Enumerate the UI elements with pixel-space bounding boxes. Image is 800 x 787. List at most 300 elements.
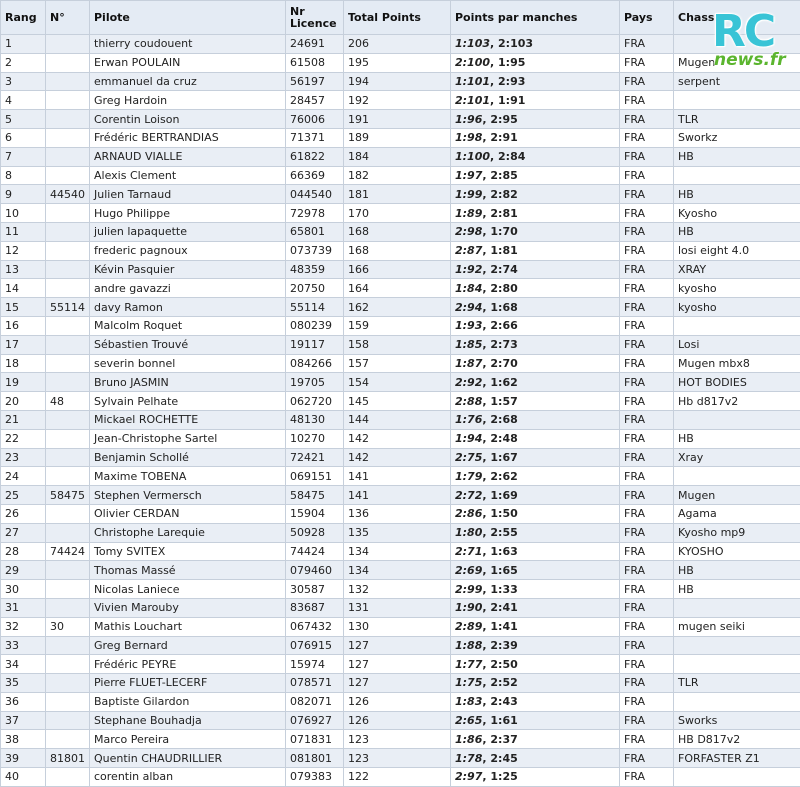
cell-manches (451, 768, 620, 787)
manche-1-score: 2:99 (455, 583, 482, 596)
cell-manches (451, 128, 620, 147)
table-row (1, 204, 800, 223)
cell-pilote: Alexis Clement (90, 166, 286, 185)
cell-num (46, 316, 90, 335)
cell-rang: 15 (1, 298, 46, 317)
manche-2-score: 1:62 (490, 376, 517, 389)
cell-num (46, 768, 90, 787)
cell-licence: 084266 (286, 354, 344, 373)
cell-num (46, 72, 90, 91)
cell-licence: 61822 (286, 147, 344, 166)
cell-rang: 31 (1, 598, 46, 617)
cell-chassis: HB (674, 561, 800, 580)
cell-pilote: Sylvain Pelhate (90, 392, 286, 411)
manche-2-score: 2:37 (490, 733, 517, 746)
cell-chassis: FORFASTER Z1 (674, 749, 800, 768)
cell-rang: 21 (1, 410, 46, 429)
cell-chassis: Mugen mbx8 (674, 354, 800, 373)
cell-chassis: HOT BODIES (674, 373, 800, 392)
manche-2-score: 2:45 (490, 752, 517, 765)
cell-total: 158 (344, 335, 451, 354)
table-row (1, 110, 800, 129)
table-row (1, 749, 800, 768)
manche-separator: , (482, 695, 490, 708)
table-row (1, 504, 800, 523)
manche-1-score: 1:83 (455, 695, 482, 708)
cell-chassis: Xray (674, 448, 800, 467)
cell-pays: FRA (620, 598, 674, 617)
manche-2-score: 1:68 (490, 301, 517, 314)
cell-licence: 079460 (286, 561, 344, 580)
cell-pays: FRA (620, 298, 674, 317)
cell-chassis (674, 166, 800, 185)
cell-rang: 32 (1, 617, 46, 636)
cell-pilote: Nicolas Laniece (90, 580, 286, 599)
cell-pilote: Erwan POULAIN (90, 53, 286, 72)
cell-total: 157 (344, 354, 451, 373)
cell-pays: FRA (620, 410, 674, 429)
cell-total: 191 (344, 110, 451, 129)
cell-chassis: Sworks (674, 711, 800, 730)
cell-num (46, 373, 90, 392)
cell-total: 206 (344, 35, 451, 54)
cell-chassis: Hb d817v2 (674, 392, 800, 411)
cell-total: 141 (344, 486, 451, 505)
cell-manches (451, 354, 620, 373)
table-row (1, 392, 800, 411)
cell-num (46, 429, 90, 448)
manche-1-score: 2:94 (455, 301, 482, 314)
cell-pilote: Vivien Marouby (90, 598, 286, 617)
cell-chassis: KYOSHO (674, 542, 800, 561)
manche-2-score: 1:25 (490, 770, 517, 783)
cell-pilote: Bruno JASMIN (90, 373, 286, 392)
manche-1-score: 1:84 (455, 282, 482, 295)
table-row (1, 298, 800, 317)
cell-pays: FRA (620, 448, 674, 467)
cell-pays: FRA (620, 749, 674, 768)
cell-chassis: serpent (674, 72, 800, 91)
cell-manches (451, 467, 620, 486)
cell-licence: 66369 (286, 166, 344, 185)
cell-rang: 22 (1, 429, 46, 448)
cell-manches (451, 486, 620, 505)
cell-manches (451, 655, 620, 674)
logo-rc-text: RC (712, 6, 774, 57)
manche-2-score: 1:33 (490, 583, 517, 596)
cell-licence: 48359 (286, 260, 344, 279)
cell-rang: 19 (1, 373, 46, 392)
cell-num (46, 467, 90, 486)
cell-pays: FRA (620, 467, 674, 486)
cell-total: 130 (344, 617, 451, 636)
manche-1-score: 1:92 (455, 263, 482, 276)
cell-total: 127 (344, 674, 451, 693)
cell-licence: 55114 (286, 298, 344, 317)
cell-pays: FRA (620, 730, 674, 749)
manche-separator: , (482, 357, 490, 370)
manche-separator: , (482, 676, 490, 689)
cell-pays: FRA (620, 617, 674, 636)
cell-licence: 56197 (286, 72, 344, 91)
cell-chassis: TLR (674, 674, 800, 693)
cell-pilote: Sébastien Trouvé (90, 335, 286, 354)
cell-licence: 073739 (286, 241, 344, 260)
cell-rang: 30 (1, 580, 46, 599)
cell-rang: 10 (1, 204, 46, 223)
cell-licence: 74424 (286, 542, 344, 561)
manche-2-score: 2:84 (498, 150, 525, 163)
table-row (1, 166, 800, 185)
cell-num (46, 636, 90, 655)
cell-pays: FRA (620, 204, 674, 223)
manche-separator: , (482, 733, 490, 746)
cell-licence: 15974 (286, 655, 344, 674)
cell-licence: 15904 (286, 504, 344, 523)
manche-1-score: 1:85 (455, 338, 482, 351)
manche-2-score: 2:62 (490, 470, 517, 483)
table-row (1, 636, 800, 655)
cell-total: 168 (344, 222, 451, 241)
cell-chassis (674, 692, 800, 711)
cell-chassis (674, 410, 800, 429)
cell-total: 134 (344, 561, 451, 580)
cell-pays: FRA (620, 53, 674, 72)
cell-num (46, 674, 90, 693)
table-row (1, 91, 800, 110)
cell-manches (451, 298, 620, 317)
table-row (1, 35, 800, 54)
cell-num (46, 279, 90, 298)
manche-2-score: 1:67 (490, 451, 517, 464)
manche-2-score: 2:93 (498, 75, 525, 88)
cell-total: 127 (344, 636, 451, 655)
cell-manches (451, 448, 620, 467)
cell-pilote: Frédéric BERTRANDIAS (90, 128, 286, 147)
cell-num: 55114 (46, 298, 90, 317)
table-row (1, 185, 800, 204)
cell-chassis: losi eight 4.0 (674, 241, 800, 260)
manche-1-score: 1:101 (455, 75, 490, 88)
cell-pays: FRA (620, 655, 674, 674)
header-manches[interactable]: Points par manches (451, 1, 620, 35)
cell-pays: FRA (620, 222, 674, 241)
cell-total: 131 (344, 598, 451, 617)
manche-1-score: 2:88 (455, 395, 482, 408)
manche-2-score: 1:57 (490, 395, 517, 408)
cell-rang: 23 (1, 448, 46, 467)
cell-licence: 28457 (286, 91, 344, 110)
cell-num (46, 147, 90, 166)
table-row (1, 53, 800, 72)
cell-manches (451, 185, 620, 204)
table-row (1, 335, 800, 354)
cell-chassis: HB (674, 429, 800, 448)
cell-total: 145 (344, 392, 451, 411)
cell-pays: FRA (620, 354, 674, 373)
manche-1-score: 2:98 (455, 225, 482, 238)
cell-manches (451, 410, 620, 429)
cell-rang: 36 (1, 692, 46, 711)
cell-chassis: XRAY (674, 260, 800, 279)
manche-2-score: 2:80 (490, 282, 517, 295)
cell-manches (451, 711, 620, 730)
header-chassis[interactable]: Chassis (674, 1, 800, 35)
cell-num (46, 335, 90, 354)
manche-1-score: 1:93 (455, 319, 482, 332)
cell-manches (451, 504, 620, 523)
manche-2-score: 2:68 (490, 413, 517, 426)
cell-pays: FRA (620, 72, 674, 91)
cell-num (46, 448, 90, 467)
cell-total: 166 (344, 260, 451, 279)
manche-1-score: 1:98 (455, 131, 482, 144)
cell-manches (451, 222, 620, 241)
header-num[interactable]: N° (46, 1, 90, 35)
cell-pays: FRA (620, 335, 674, 354)
table-row (1, 692, 800, 711)
cell-rang: 20 (1, 392, 46, 411)
manche-2-score: 2:55 (490, 526, 517, 539)
cell-num (46, 655, 90, 674)
cell-num: 30 (46, 617, 90, 636)
cell-num (46, 222, 90, 241)
cell-manches (451, 35, 620, 54)
table-row (1, 768, 800, 787)
cell-total: 122 (344, 768, 451, 787)
cell-rang: 14 (1, 279, 46, 298)
cell-total: 162 (344, 298, 451, 317)
manche-1-score: 1:99 (455, 188, 482, 201)
cell-chassis: HB (674, 185, 800, 204)
cell-pilote: Jean-Christophe Sartel (90, 429, 286, 448)
manche-1-score: 1:78 (455, 752, 482, 765)
manche-separator: , (482, 376, 490, 389)
cell-pays: FRA (620, 166, 674, 185)
header-pays[interactable]: Pays (620, 1, 674, 35)
cell-total: 141 (344, 467, 451, 486)
manche-1-score: 1:80 (455, 526, 482, 539)
manche-2-score: 2:66 (490, 319, 517, 332)
cell-rang: 24 (1, 467, 46, 486)
cell-manches (451, 53, 620, 72)
cell-pilote: frederic pagnoux (90, 241, 286, 260)
cell-total: 184 (344, 147, 451, 166)
table-row (1, 354, 800, 373)
cell-total: 170 (344, 204, 451, 223)
cell-pilote: thierry coudouent (90, 35, 286, 54)
cell-chassis: Mugen (674, 486, 800, 505)
manche-separator: , (482, 601, 490, 614)
table-row (1, 373, 800, 392)
manche-separator: , (482, 545, 490, 558)
cell-licence: 076927 (286, 711, 344, 730)
header-pilote[interactable]: Pilote (90, 1, 286, 35)
manche-separator: , (482, 658, 490, 671)
manche-separator: , (482, 526, 490, 539)
cell-manches (451, 598, 620, 617)
cell-rang: 18 (1, 354, 46, 373)
cell-pays: FRA (620, 523, 674, 542)
cell-licence: 65801 (286, 222, 344, 241)
table-row (1, 241, 800, 260)
cell-num (46, 110, 90, 129)
cell-pays: FRA (620, 504, 674, 523)
cell-pays: FRA (620, 674, 674, 693)
manche-1-score: 1:97 (455, 169, 482, 182)
manche-separator: , (482, 263, 490, 276)
cell-licence: 30587 (286, 580, 344, 599)
manche-2-score: 2:43 (490, 695, 517, 708)
manche-1-score: 1:77 (455, 658, 482, 671)
manche-1-score: 2:97 (455, 770, 482, 783)
cell-manches (451, 523, 620, 542)
cell-total: 182 (344, 166, 451, 185)
table-row (1, 711, 800, 730)
table-row (1, 523, 800, 542)
cell-num (46, 35, 90, 54)
cell-chassis: Kyosho (674, 204, 800, 223)
manche-2-score: 1:41 (490, 620, 517, 633)
table-row (1, 486, 800, 505)
cell-pays: FRA (620, 692, 674, 711)
cell-num (46, 128, 90, 147)
cell-chassis (674, 768, 800, 787)
cell-num: 48 (46, 392, 90, 411)
results-body (1, 35, 800, 787)
cell-manches (451, 749, 620, 768)
cell-licence: 48130 (286, 410, 344, 429)
manche-1-score: 1:103 (455, 37, 490, 50)
manche-separator: , (482, 413, 490, 426)
cell-manches (451, 730, 620, 749)
cell-chassis: Agama (674, 504, 800, 523)
table-row (1, 279, 800, 298)
cell-total: 142 (344, 448, 451, 467)
cell-chassis: Sworkz (674, 128, 800, 147)
cell-total: 189 (344, 128, 451, 147)
cell-pays: FRA (620, 91, 674, 110)
manche-1-score: 1:86 (455, 733, 482, 746)
manche-1-score: 1:88 (455, 639, 482, 652)
cell-total: 159 (344, 316, 451, 335)
header-total[interactable]: Total Points (344, 1, 451, 35)
cell-pilote: Marco Pereira (90, 730, 286, 749)
cell-pilote: Thomas Massé (90, 561, 286, 580)
cell-licence: 24691 (286, 35, 344, 54)
cell-manches (451, 617, 620, 636)
cell-chassis (674, 655, 800, 674)
manche-separator: , (482, 301, 490, 314)
cell-manches (451, 392, 620, 411)
cell-manches (451, 674, 620, 693)
logo-news-text: news.fr (714, 50, 786, 70)
cell-rang: 7 (1, 147, 46, 166)
cell-pilote: severin bonnel (90, 354, 286, 373)
header-rang[interactable]: Rang (1, 1, 46, 35)
cell-num (46, 91, 90, 110)
cell-chassis (674, 467, 800, 486)
cell-pilote: Tomy SVITEX (90, 542, 286, 561)
cell-total: 135 (344, 523, 451, 542)
cell-chassis: mugen seiki (674, 617, 800, 636)
cell-manches (451, 692, 620, 711)
table-row (1, 542, 800, 561)
cell-num: 81801 (46, 749, 90, 768)
cell-pays: FRA (620, 580, 674, 599)
cell-rang: 40 (1, 768, 46, 787)
manche-1-score: 1:76 (455, 413, 482, 426)
manche-1-score: 2:72 (455, 489, 482, 502)
table-row (1, 617, 800, 636)
cell-rang: 25 (1, 486, 46, 505)
cell-rang: 6 (1, 128, 46, 147)
manche-1-score: 1:96 (455, 113, 482, 126)
cell-chassis: kyosho (674, 279, 800, 298)
manche-2-score: 2:103 (498, 37, 533, 50)
cell-rang: 13 (1, 260, 46, 279)
manche-separator: , (482, 282, 490, 295)
cell-licence: 079383 (286, 768, 344, 787)
manche-1-score: 1:100 (455, 150, 490, 163)
manche-2-score: 2:91 (490, 131, 517, 144)
cell-licence: 080239 (286, 316, 344, 335)
manche-1-score: 2:69 (455, 564, 482, 577)
cell-chassis (674, 91, 800, 110)
manche-2-score: 2:52 (490, 676, 517, 689)
cell-pays: FRA (620, 147, 674, 166)
cell-manches (451, 241, 620, 260)
manche-1-score: 1:90 (455, 601, 482, 614)
cell-chassis: HB (674, 222, 800, 241)
manche-2-score: 1:95 (498, 56, 525, 69)
manche-separator: , (482, 714, 490, 727)
cell-num (46, 504, 90, 523)
cell-pays: FRA (620, 429, 674, 448)
cell-licence: 19117 (286, 335, 344, 354)
manche-separator: , (482, 113, 490, 126)
cell-rang: 3 (1, 72, 46, 91)
cell-pilote: Benjamin Schollé (90, 448, 286, 467)
table-row (1, 316, 800, 335)
cell-total: 144 (344, 410, 451, 429)
cell-pilote: Christophe Larequie (90, 523, 286, 542)
manche-2-score: 2:70 (490, 357, 517, 370)
manche-2-score: 2:48 (490, 432, 517, 445)
cell-pilote: Maxime TOBENA (90, 467, 286, 486)
cell-num (46, 711, 90, 730)
cell-num (46, 410, 90, 429)
cell-num (46, 260, 90, 279)
header-licence[interactable] (286, 1, 344, 35)
manche-2-score: 2:81 (490, 207, 517, 220)
cell-rang: 9 (1, 185, 46, 204)
cell-pilote: Pierre FLUET-LECERF (90, 674, 286, 693)
cell-rang: 8 (1, 166, 46, 185)
cell-licence: 082071 (286, 692, 344, 711)
manche-1-score: 2:71 (455, 545, 482, 558)
manche-2-score: 2:39 (490, 639, 517, 652)
manche-separator: , (482, 507, 490, 520)
manche-separator: , (482, 564, 490, 577)
cell-chassis: HB (674, 147, 800, 166)
cell-manches (451, 561, 620, 580)
manche-2-score: 1:69 (490, 489, 517, 502)
cell-licence: 076915 (286, 636, 344, 655)
cell-chassis (674, 598, 800, 617)
manche-separator: , (482, 338, 490, 351)
manche-2-score: 2:73 (490, 338, 517, 351)
